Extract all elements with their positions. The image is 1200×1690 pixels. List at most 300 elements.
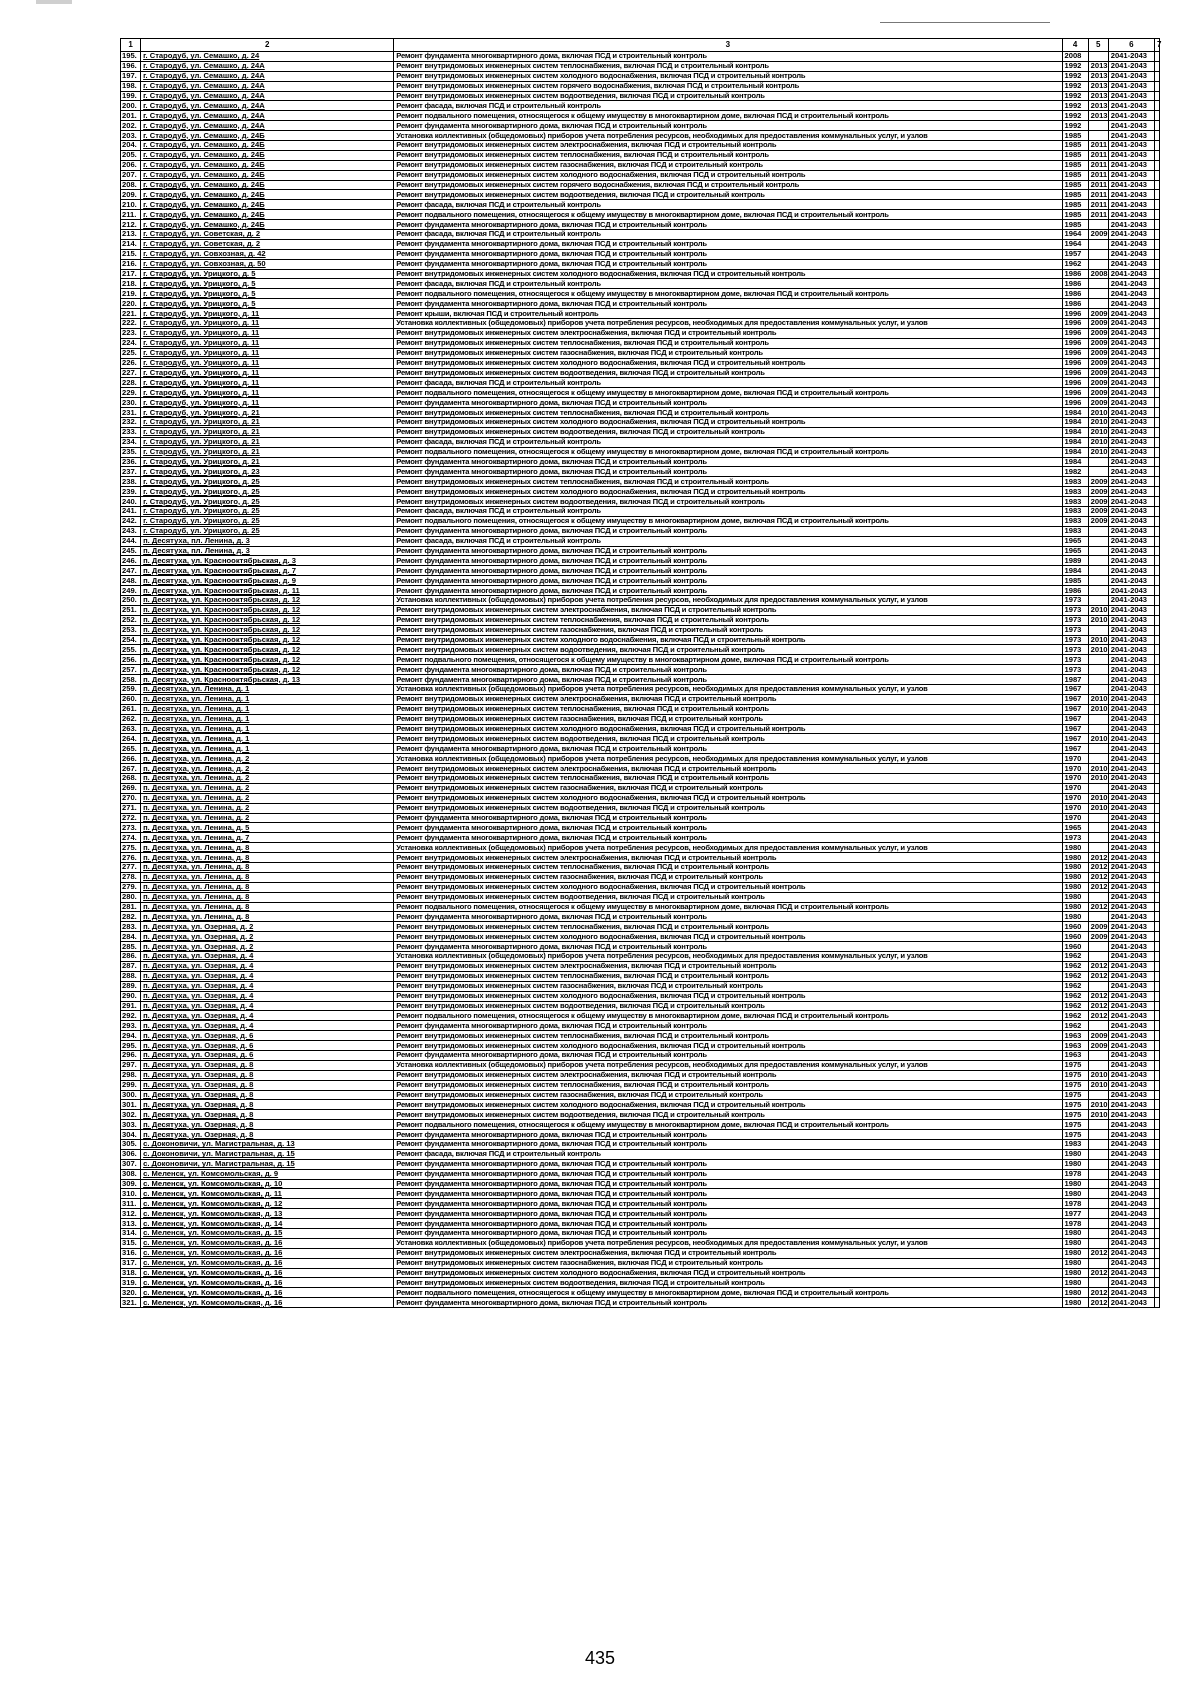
last-repair-year: 2009: [1088, 388, 1108, 398]
planned-period: 2041-2043: [1108, 655, 1154, 665]
work-type: Ремонт внутридомовых инженерных систем газоснабжения, включая ПСД и строительный контроль: [394, 1258, 1062, 1268]
table-row: [121, 239, 1160, 249]
work-type: Ремонт внутридомовых инженерных систем холодного водоснабжения, включая ПСД и строительный контроль: [394, 1041, 1062, 1051]
empty-cell: [1154, 289, 1159, 299]
year-built: 1996: [1062, 328, 1088, 338]
table-row: [121, 111, 1160, 121]
work-type: Ремонт внутридомовых инженерных систем водоотведения, включая ПСД и строительный контроль: [394, 91, 1062, 101]
row-number: 273.: [121, 823, 141, 833]
last-repair-year: 2010: [1088, 1070, 1108, 1080]
year-built: 1980: [1062, 1189, 1088, 1199]
year-built: 1970: [1062, 803, 1088, 813]
address: г. Стародуб, ул. Семашко, д. 24А: [141, 61, 394, 71]
table-row: [121, 625, 1160, 635]
planned-period: 2041-2043: [1108, 902, 1154, 912]
table-row: [121, 1248, 1160, 1258]
empty-cell: [1154, 447, 1159, 457]
work-type: Ремонт фундамента многоквартирного дома, включая ПСД и строительный контроль: [394, 1298, 1062, 1308]
work-type: Ремонт подвального помещения, относящегося к общему имуществу в многоквартирном доме, включая ПСД и строительный контроль: [394, 1288, 1062, 1298]
year-built: 1963: [1062, 1031, 1088, 1041]
row-number: 308.: [121, 1169, 141, 1179]
work-type: Ремонт фундамента многоквартирного дома, включая ПСД и строительный контроль: [394, 239, 1062, 249]
empty-cell: [1154, 1288, 1159, 1298]
address: с. Меленск, ул. Комсомольская, д. 16: [141, 1288, 394, 1298]
table-row: [121, 200, 1160, 210]
address: г. Стародуб, ул. Урицкого, д. 21: [141, 457, 394, 467]
year-built: 1973: [1062, 635, 1088, 645]
work-type: Ремонт фундамента многоквартирного дома, включая ПСД и строительный контроль: [394, 566, 1062, 576]
row-number: 218.: [121, 279, 141, 289]
address: п. Десятуха, ул. Ленина, д. 8: [141, 882, 394, 892]
table-row: [121, 230, 1160, 240]
address: п. Десятуха, ул. Озерная, д. 8: [141, 1100, 394, 1110]
table-row: [121, 516, 1160, 526]
address: п. Десятуха, ул. Красноoктябрьская, д. 13: [141, 675, 394, 685]
planned-period: 2041-2043: [1108, 892, 1154, 902]
year-built: 1975: [1062, 1100, 1088, 1110]
address: г. Стародуб, ул. Урицкого, д. 11: [141, 398, 394, 408]
year-built: 1973: [1062, 595, 1088, 605]
empty-cell: [1154, 121, 1159, 131]
year-built: 1975: [1062, 1080, 1088, 1090]
empty-cell: [1154, 952, 1159, 962]
row-number: 239.: [121, 487, 141, 497]
row-number: 303.: [121, 1120, 141, 1130]
work-type: Ремонт внутридомовых инженерных систем водоотведения, включая ПСД и строительный контроль: [394, 368, 1062, 378]
row-number: 214.: [121, 239, 141, 249]
row-number: 270.: [121, 793, 141, 803]
work-type: Ремонт фундамента многоквартирного дома, включая ПСД и строительный контроль: [394, 220, 1062, 230]
last-repair-year: 2012: [1088, 991, 1108, 1001]
year-built: 1973: [1062, 615, 1088, 625]
work-type: Ремонт внутридомовых инженерных систем электроснабжения, включая ПСД и строительный контроль: [394, 764, 1062, 774]
year-built: 1996: [1062, 378, 1088, 388]
empty-cell: [1154, 180, 1159, 190]
planned-period: 2041-2043: [1108, 922, 1154, 932]
row-number: 271.: [121, 803, 141, 813]
address: г. Стародуб, ул. Урицкого, д. 11: [141, 348, 394, 358]
address: с. Меленск, ул. Комсомольская, д. 14: [141, 1219, 394, 1229]
empty-cell: [1154, 1100, 1159, 1110]
work-type: Ремонт внутридомовых инженерных систем холодного водоснабжения, включая ПСД и строительный контроль: [394, 358, 1062, 368]
empty-cell: [1154, 437, 1159, 447]
planned-period: 2041-2043: [1108, 338, 1154, 348]
address: п. Десятуха, ул. Красноoктябрьская, д. 12: [141, 625, 394, 635]
last-repair-year: [1088, 1060, 1108, 1070]
empty-cell: [1154, 1001, 1159, 1011]
year-built: 1983: [1062, 506, 1088, 516]
table-row: [121, 1139, 1160, 1149]
work-type: Ремонт внутридомовых инженерных систем теплоснабжения, включая ПСД и строительный контроль: [394, 61, 1062, 71]
address: г. Стародуб, ул. Урицкого, д. 11: [141, 319, 394, 329]
work-type: Ремонт внутридомовых инженерных систем газоснабжения, включая ПСД и строительный контроль: [394, 981, 1062, 991]
last-repair-year: 2012: [1088, 961, 1108, 971]
planned-period: 2041-2043: [1108, 1060, 1154, 1070]
empty-cell: [1154, 645, 1159, 655]
row-number: 207.: [121, 170, 141, 180]
table-row: [121, 586, 1160, 596]
year-built: 1962: [1062, 981, 1088, 991]
year-built: 1992: [1062, 121, 1088, 131]
address: г. Стародуб, ул. Семашко, д. 24Б: [141, 141, 394, 151]
empty-cell: [1154, 694, 1159, 704]
table-row: [121, 121, 1160, 131]
planned-period: 2041-2043: [1108, 299, 1154, 309]
table-row: [121, 1110, 1160, 1120]
table-row: [121, 833, 1160, 843]
repair-schedule-table: [120, 38, 1160, 1308]
row-number: 256.: [121, 655, 141, 665]
last-repair-year: [1088, 981, 1108, 991]
last-repair-year: 2013: [1088, 81, 1108, 91]
year-built: 1973: [1062, 665, 1088, 675]
empty-cell: [1154, 249, 1159, 259]
empty-cell: [1154, 803, 1159, 813]
empty-cell: [1154, 131, 1159, 141]
planned-period: 2041-2043: [1108, 71, 1154, 81]
planned-period: 2041-2043: [1108, 1209, 1154, 1219]
table-row: [121, 170, 1160, 180]
year-built: 1980: [1062, 882, 1088, 892]
planned-period: 2041-2043: [1108, 793, 1154, 803]
last-repair-year: [1088, 833, 1108, 843]
address: п. Десятуха, ул. Озерная, д. 4: [141, 981, 394, 991]
year-built: 1984: [1062, 408, 1088, 418]
row-number: 280.: [121, 892, 141, 902]
last-repair-year: 2009: [1088, 319, 1108, 329]
year-built: 1984: [1062, 566, 1088, 576]
row-number: 227.: [121, 368, 141, 378]
work-type: Ремонт фасада, включая ПСД и строительный контроль: [394, 200, 1062, 210]
planned-period: 2041-2043: [1108, 863, 1154, 873]
empty-cell: [1154, 1031, 1159, 1041]
last-repair-year: [1088, 665, 1108, 675]
table-row: [121, 180, 1160, 190]
empty-cell: [1154, 1011, 1159, 1021]
row-number: 199.: [121, 91, 141, 101]
empty-cell: [1154, 230, 1159, 240]
address: п. Десятуха, ул. Красноoктябрьская, д. 12: [141, 665, 394, 675]
column-header-1: 1: [121, 39, 141, 52]
work-type: Ремонт фундамента многоквартирного дома, включая ПСД и строительный контроль: [394, 1139, 1062, 1149]
year-built: 1985: [1062, 160, 1088, 170]
year-built: 1980: [1062, 1228, 1088, 1238]
year-built: 1980: [1062, 1278, 1088, 1288]
scan-corner-mark: [36, 0, 72, 4]
last-repair-year: 2009: [1088, 1031, 1108, 1041]
planned-period: 2041-2043: [1108, 1248, 1154, 1258]
last-repair-year: 2012: [1088, 902, 1108, 912]
table-row: [121, 1149, 1160, 1159]
row-number: 304.: [121, 1130, 141, 1140]
planned-period: 2041-2043: [1108, 605, 1154, 615]
empty-cell: [1154, 269, 1159, 279]
address: п. Десятуха, ул. Ленина, д. 1: [141, 685, 394, 695]
table-row: [121, 764, 1160, 774]
table-row: [121, 348, 1160, 358]
work-type: Ремонт фасада, включая ПСД и строительный контроль: [394, 536, 1062, 546]
address: п. Десятуха, ул. Красноoктябрьская, д. 11: [141, 586, 394, 596]
address: п. Десятуха, ул. Ленина, д. 2: [141, 774, 394, 784]
row-number: 226.: [121, 358, 141, 368]
address: г. Стародуб, ул. Семашко, д. 24А: [141, 121, 394, 131]
empty-cell: [1154, 200, 1159, 210]
year-built: 1965: [1062, 823, 1088, 833]
last-repair-year: 2012: [1088, 1248, 1108, 1258]
last-repair-year: 2011: [1088, 210, 1108, 220]
last-repair-year: [1088, 843, 1108, 853]
work-type: Ремонт фасада, включая ПСД и строительный контроль: [394, 1149, 1062, 1159]
table-row: [121, 1070, 1160, 1080]
empty-cell: [1154, 991, 1159, 1001]
last-repair-year: [1088, 526, 1108, 536]
row-number: 302.: [121, 1110, 141, 1120]
last-repair-year: 2010: [1088, 615, 1108, 625]
table-row: [121, 477, 1160, 487]
last-repair-year: [1088, 467, 1108, 477]
last-repair-year: 2012: [1088, 863, 1108, 873]
year-built: 1984: [1062, 427, 1088, 437]
row-number: 318.: [121, 1268, 141, 1278]
planned-period: 2041-2043: [1108, 279, 1154, 289]
empty-cell: [1154, 764, 1159, 774]
work-type: Ремонт внутридомовых инженерных систем водоотведения, включая ПСД и строительный контроль: [394, 645, 1062, 655]
year-built: 1984: [1062, 417, 1088, 427]
last-repair-year: [1088, 536, 1108, 546]
address: г. Стародуб, ул. Семашко, д. 24А: [141, 81, 394, 91]
planned-period: 2041-2043: [1108, 556, 1154, 566]
table-row: [121, 467, 1160, 477]
last-repair-year: [1088, 299, 1108, 309]
work-type: Ремонт внутридомовых инженерных систем теплоснабжения, включая ПСД и строительный контроль: [394, 863, 1062, 873]
address: г. Стародуб, ул. Урицкого, д. 21: [141, 427, 394, 437]
planned-period: 2041-2043: [1108, 971, 1154, 981]
address: п. Десятуха, ул. Озерная, д. 2: [141, 922, 394, 932]
table-row: [121, 91, 1160, 101]
address: с. Меленск, ул. Комсомольская, д. 9: [141, 1169, 394, 1179]
address: с. Доконовичи, ул. Магистральная, д. 15: [141, 1149, 394, 1159]
year-built: 1967: [1062, 685, 1088, 695]
row-number: 316.: [121, 1248, 141, 1258]
row-number: 282.: [121, 912, 141, 922]
table-row: [121, 734, 1160, 744]
year-built: 1986: [1062, 279, 1088, 289]
address: г. Стародуб, ул. Урицкого, д. 5: [141, 279, 394, 289]
address: п. Десятуха, ул. Ленина, д. 2: [141, 803, 394, 813]
planned-period: 2041-2043: [1108, 1149, 1154, 1159]
empty-cell: [1154, 358, 1159, 368]
empty-cell: [1154, 912, 1159, 922]
table-row: [121, 1278, 1160, 1288]
table-row: [121, 1298, 1160, 1308]
last-repair-year: 2009: [1088, 398, 1108, 408]
last-repair-year: 2010: [1088, 645, 1108, 655]
last-repair-year: [1088, 121, 1108, 131]
empty-cell: [1154, 1090, 1159, 1100]
table-row: [121, 81, 1160, 91]
work-type: Ремонт фасада, включая ПСД и строительный контроль: [394, 506, 1062, 516]
planned-period: 2041-2043: [1108, 675, 1154, 685]
year-built: 1980: [1062, 863, 1088, 873]
work-type: Ремонт фундамента многоквартирного дома, включая ПСД и строительный контроль: [394, 546, 1062, 556]
address: п. Десятуха, ул. Озерная, д. 8: [141, 1130, 394, 1140]
year-built: 1975: [1062, 1130, 1088, 1140]
planned-period: 2041-2043: [1108, 744, 1154, 754]
table-row: [121, 1288, 1160, 1298]
last-repair-year: 2013: [1088, 91, 1108, 101]
address: п. Десятуха, ул. Ленина, д. 2: [141, 764, 394, 774]
planned-period: 2041-2043: [1108, 180, 1154, 190]
row-number: 289.: [121, 981, 141, 991]
last-repair-year: [1088, 1090, 1108, 1100]
table-row: [121, 457, 1160, 467]
address: г. Стародуб, ул. Урицкого, д. 25: [141, 506, 394, 516]
address: г. Стародуб, ул. Советская, д. 2: [141, 230, 394, 240]
work-type: Ремонт подвального помещения, относящегося к общему имуществу в многоквартирном доме, включая ПСД и строительный контроль: [394, 902, 1062, 912]
planned-period: 2041-2043: [1108, 467, 1154, 477]
table-row: [121, 981, 1160, 991]
empty-cell: [1154, 497, 1159, 507]
table-row: [121, 52, 1160, 62]
row-number: 288.: [121, 971, 141, 981]
year-built: 1986: [1062, 299, 1088, 309]
year-built: 1960: [1062, 922, 1088, 932]
work-type: Ремонт внутридомовых инженерных систем теплоснабжения, включая ПСД и строительный контроль: [394, 704, 1062, 714]
planned-period: 2041-2043: [1108, 754, 1154, 764]
table-row: [121, 971, 1160, 981]
work-type: Ремонт внутридомовых инженерных систем холодного водоснабжения, включая ПСД и строительный контроль: [394, 635, 1062, 645]
empty-cell: [1154, 556, 1159, 566]
empty-cell: [1154, 1189, 1159, 1199]
row-number: 300.: [121, 1090, 141, 1100]
planned-period: 2041-2043: [1108, 912, 1154, 922]
address: с. Меленск, ул. Комсомольская, д. 11: [141, 1189, 394, 1199]
row-number: 261.: [121, 704, 141, 714]
address: п. Десятуха, ул. Озерная, д. 4: [141, 991, 394, 1001]
work-type: Ремонт фундамента многоквартирного дома, включая ПСД и строительный контроль: [394, 1159, 1062, 1169]
work-type: Ремонт внутридомовых инженерных систем водоотведения, включая ПСД и строительный контроль: [394, 1001, 1062, 1011]
year-built: 1977: [1062, 1209, 1088, 1219]
table-row: [121, 882, 1160, 892]
planned-period: 2041-2043: [1108, 1080, 1154, 1090]
table-row: [121, 328, 1160, 338]
address: г. Стародуб, ул. Семашко, д. 24А: [141, 91, 394, 101]
year-built: 1996: [1062, 398, 1088, 408]
year-built: 1980: [1062, 902, 1088, 912]
column-header-6: 6: [1108, 39, 1154, 52]
last-repair-year: [1088, 595, 1108, 605]
year-built: 1982: [1062, 467, 1088, 477]
top-rule: [880, 22, 1050, 23]
row-number: 243.: [121, 526, 141, 536]
address: п. Десятуха, ул. Красноoктябрьская, д. 12: [141, 615, 394, 625]
work-type: Ремонт фундамента многоквартирного дома, включая ПСД и строительный контроль: [394, 665, 1062, 675]
planned-period: 2041-2043: [1108, 1041, 1154, 1051]
year-built: 1978: [1062, 1219, 1088, 1229]
work-type: Ремонт крыши, включая ПСД и строительный контроль: [394, 309, 1062, 319]
row-number: 279.: [121, 882, 141, 892]
planned-period: 2041-2043: [1108, 932, 1154, 942]
work-type: Ремонт внутридомовых инженерных систем холодного водоснабжения, включая ПСД и строительный контроль: [394, 170, 1062, 180]
address: г. Стародуб, ул. Семашко, д. 24А: [141, 101, 394, 111]
address: с. Меленск, ул. Комсомольская, д. 16: [141, 1258, 394, 1268]
year-built: 1992: [1062, 111, 1088, 121]
planned-period: 2041-2043: [1108, 704, 1154, 714]
row-number: 255.: [121, 645, 141, 655]
planned-period: 2041-2043: [1108, 942, 1154, 952]
work-type: Ремонт фундамента многоквартирного дома, включая ПСД и строительный контроль: [394, 823, 1062, 833]
work-type: Ремонт фундамента многоквартирного дома, включая ПСД и строительный контроль: [394, 467, 1062, 477]
work-type: Ремонт внутридомовых инженерных систем теплоснабжения, включая ПСД и строительный контроль: [394, 774, 1062, 784]
year-built: 1992: [1062, 61, 1088, 71]
work-type: Ремонт фундамента многоквартирного дома, включая ПСД и строительный контроль: [394, 744, 1062, 754]
address: п. Десятуха, ул. Ленина, д. 7: [141, 833, 394, 843]
row-number: 234.: [121, 437, 141, 447]
address: г. Стародуб, ул. Урицкого, д. 25: [141, 487, 394, 497]
table-row: [121, 1021, 1160, 1031]
work-type: Ремонт внутридомовых инженерных систем газоснабжения, включая ПСД и строительный контроль: [394, 872, 1062, 882]
planned-period: 2041-2043: [1108, 803, 1154, 813]
planned-period: 2041-2043: [1108, 981, 1154, 991]
planned-period: 2041-2043: [1108, 1031, 1154, 1041]
last-repair-year: 2010: [1088, 437, 1108, 447]
address: г. Стародуб, ул. Урицкого, д. 11: [141, 388, 394, 398]
year-built: 1992: [1062, 81, 1088, 91]
table-row: [121, 437, 1160, 447]
address: п. Десятуха, ул. Озерная, д. 8: [141, 1070, 394, 1080]
row-number: 312.: [121, 1209, 141, 1219]
table-row: [121, 309, 1160, 319]
planned-period: 2041-2043: [1108, 210, 1154, 220]
empty-cell: [1154, 259, 1159, 269]
work-type: Ремонт фундамента многоквартирного дома, включая ПСД и строительный контроль: [394, 1189, 1062, 1199]
table-row: [121, 269, 1160, 279]
work-type: Ремонт внутридомовых инженерных систем электроснабжения, включая ПСД и строительный контроль: [394, 853, 1062, 863]
last-repair-year: 2009: [1088, 477, 1108, 487]
work-type: Установка коллективных (общедомовых) приборов учета потребления ресурсов, необходимых для предоставления коммунальных услуг, и узлов: [394, 685, 1062, 695]
row-number: 236.: [121, 457, 141, 467]
last-repair-year: 2011: [1088, 180, 1108, 190]
last-repair-year: 2010: [1088, 1080, 1108, 1090]
year-built: 1985: [1062, 180, 1088, 190]
row-number: 200.: [121, 101, 141, 111]
year-built: 1970: [1062, 783, 1088, 793]
work-type: Ремонт фундамента многоквартирного дома, включая ПСД и строительный контроль: [394, 1130, 1062, 1140]
row-number: 313.: [121, 1219, 141, 1229]
address: п. Десятуха, ул. Ленина, д. 8: [141, 912, 394, 922]
empty-cell: [1154, 368, 1159, 378]
work-type: Ремонт фасада, включая ПСД и строительный контроль: [394, 437, 1062, 447]
last-repair-year: 2010: [1088, 734, 1108, 744]
empty-cell: [1154, 52, 1159, 62]
address: п. Десятуха, ул. Озерная, д. 4: [141, 1001, 394, 1011]
address: п. Десятуха, ул. Красноoктябрьская, д. 12: [141, 655, 394, 665]
table-row: [121, 417, 1160, 427]
year-built: 1985: [1062, 131, 1088, 141]
year-built: 1987: [1062, 675, 1088, 685]
empty-cell: [1154, 783, 1159, 793]
planned-period: 2041-2043: [1108, 1238, 1154, 1248]
empty-cell: [1154, 319, 1159, 329]
work-type: Ремонт внутридомовых инженерных систем холодного водоснабжения, включая ПСД и строительный контроль: [394, 882, 1062, 892]
address: п. Десятуха, пл. Ленина, д. 3: [141, 536, 394, 546]
last-repair-year: [1088, 576, 1108, 586]
planned-period: 2041-2043: [1108, 1090, 1154, 1100]
year-built: 1975: [1062, 1110, 1088, 1120]
column-header-3: 3: [394, 39, 1062, 52]
work-type: Ремонт внутридомовых инженерных систем холодного водоснабжения, включая ПСД и строительный контроль: [394, 71, 1062, 81]
planned-period: 2041-2043: [1108, 319, 1154, 329]
